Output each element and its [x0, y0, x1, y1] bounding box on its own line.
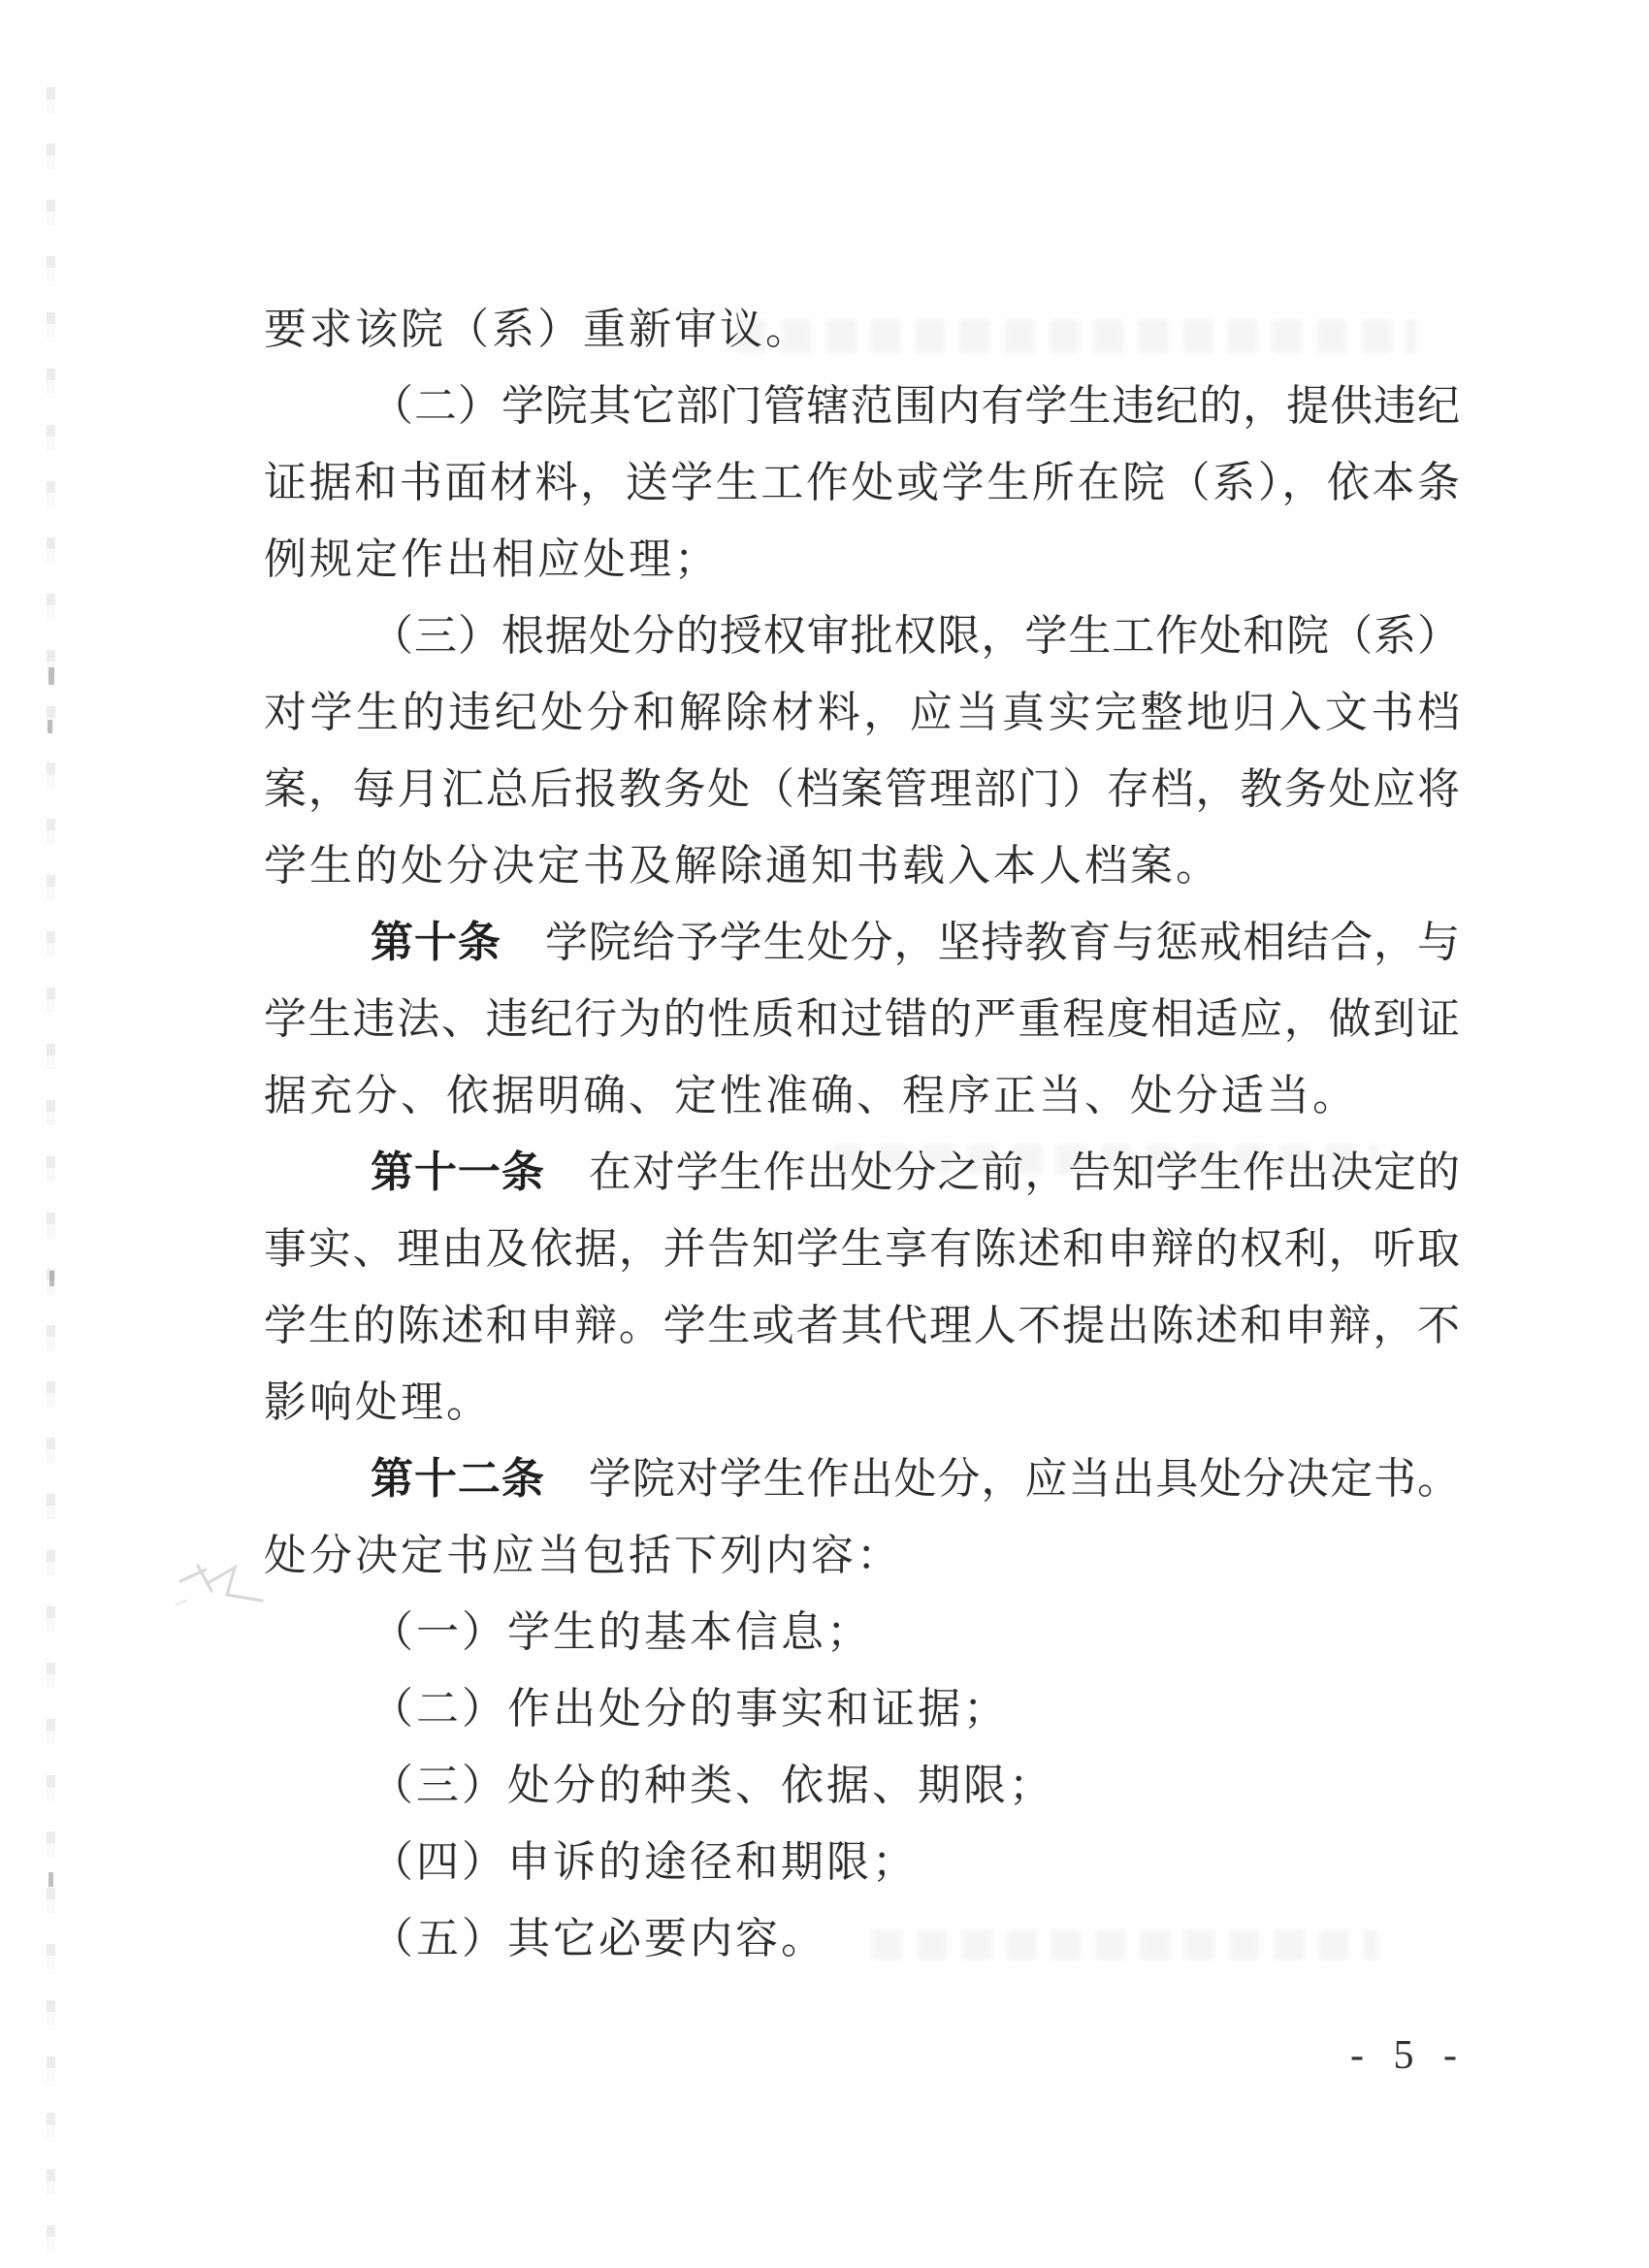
- document-line: 处分决定书应当包括下列内容：: [264, 1532, 902, 1579]
- page-number: - 5 -: [1350, 2033, 1467, 2078]
- scan-edge-artifact-dash: [49, 1271, 54, 1286]
- document-line-article-12: 第十二条 学院对学生作出处分，应当出具处分决定书。: [371, 1455, 1461, 1503]
- document-line: 学生的处分决定书及解除通知书载入本人档案。: [264, 842, 1221, 890]
- document-line-item-5: （五）其它必要内容。: [371, 1915, 826, 1962]
- document-line-article-11: 第十一条 在对学生作出处分之前，告知学生作出决定的: [371, 1149, 1461, 1196]
- document-line: 据充分、依据明确、定性准确、程序正当、处分适当。: [264, 1072, 1358, 1119]
- document-line: （三）根据处分的授权审批权限，学生工作处和院（系）: [371, 612, 1460, 660]
- document-line: 证据和书面材料，送学生工作处或学生所在院（系），依本条: [264, 459, 1460, 506]
- document-line: 对学生的违纪处分和解除材料，应当真实完整地归入文书档: [264, 689, 1460, 736]
- document-line: （二）学院其它部门管辖范围内有学生违纪的，提供违纪: [371, 382, 1460, 430]
- scan-edge-artifact: [47, 87, 55, 2251]
- document-line: 案，每月汇总后报教务处（档案管理部门）存档，教务处应将: [264, 765, 1460, 813]
- scan-edge-artifact-dash: [48, 1872, 53, 1887]
- document-line: 事实、理由及依据，并告知学生享有陈述和申辩的权利，听取: [264, 1225, 1460, 1273]
- document-line-item-4: （四）申诉的途径和期限；: [371, 1838, 918, 1886]
- document-line: 学生违法、违纪行为的性质和过错的严重程度相适应，做到证: [264, 995, 1460, 1043]
- document-body: [264, 291, 1460, 1977]
- document-line-article-10: 第十条 学院给予学生处分，坚持教育与惩戒相结合，与: [371, 919, 1460, 966]
- document-line-item-2: （二）作出处分的事实和证据；: [371, 1685, 1009, 1733]
- document-line: 学生的陈述和申辩。学生或者其代理人不提出陈述和申辩，不: [264, 1302, 1460, 1349]
- scan-edge-artifact-dash: [48, 720, 52, 733]
- document-line: 影响处理。: [264, 1378, 492, 1426]
- scan-edge-artifact-dash: [48, 667, 54, 685]
- document-line: 要求该院（系）重新审议。: [264, 306, 811, 353]
- document-line-item-3: （三）处分的种类、依据、期限；: [371, 1762, 1054, 1809]
- document-line: 例规定作出相应处理；: [264, 535, 720, 583]
- document-line-item-1: （一）学生的基本信息；: [371, 1608, 872, 1656]
